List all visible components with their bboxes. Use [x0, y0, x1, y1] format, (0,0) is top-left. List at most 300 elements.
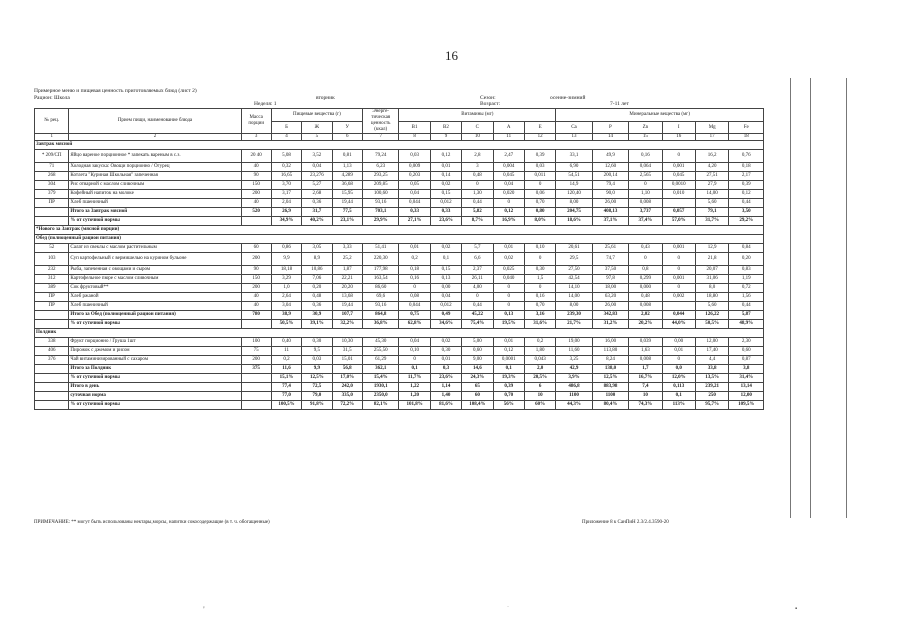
- table-cell: 48,9%: [729, 320, 764, 329]
- table-cell: 8,0%: [524, 217, 555, 226]
- table-cell: 60: [241, 244, 271, 253]
- table-cell: [241, 383, 271, 392]
- table-cell: 883,98: [592, 383, 628, 392]
- margin-line: [790, 78, 791, 518]
- table-cell: 0: [462, 181, 493, 190]
- table-cell: 0,49: [430, 311, 461, 320]
- table-cell: 21,7%: [556, 320, 592, 329]
- table-cell: 0,70: [524, 302, 555, 311]
- table-cell: 0,01: [493, 338, 524, 347]
- meal-section-row: [35, 329, 764, 338]
- table-cell: 12,00: [729, 392, 764, 401]
- table-cell: 0,04: [302, 163, 332, 172]
- table-cell: 14,9: [556, 181, 592, 190]
- table-cell: 268: [35, 172, 69, 181]
- table-cell: 14,10: [556, 284, 592, 293]
- table-cell: 5,7: [462, 244, 493, 253]
- table-cell: 29,5: [556, 253, 592, 266]
- table-cell: 0,87: [729, 356, 764, 365]
- table-cell: 26,00: [592, 302, 628, 311]
- table-row: [35, 302, 764, 311]
- table-cell: 780: [241, 311, 271, 320]
- col-dish: Прием пищи, наименование блюда: [69, 109, 241, 134]
- table-cell: 2,30: [729, 338, 764, 347]
- col-rec-no: № рец.: [35, 109, 69, 134]
- table-cell: 1,0: [271, 284, 301, 293]
- col-number: 14: [592, 134, 628, 141]
- table-cell: 0,004: [493, 163, 524, 172]
- table-cell: 0,04: [493, 181, 524, 190]
- table-cell: 0: [662, 253, 695, 266]
- scan-mark: ▪: [795, 606, 798, 612]
- table-cell: 2,0: [524, 365, 555, 374]
- table-cell: ПР: [35, 302, 69, 311]
- table-cell: 0,04: [399, 190, 430, 199]
- table-cell: 44,3%: [556, 401, 592, 410]
- meal-section-title: Полдник: [35, 329, 764, 338]
- table-cell: [241, 320, 271, 329]
- table-cell: 204,75: [556, 208, 592, 217]
- table-cell: 0,01: [493, 244, 524, 253]
- table-cell: 31,7: [302, 208, 332, 217]
- table-cell: 10,86: [302, 266, 332, 275]
- table-cell: 120,40: [556, 190, 592, 199]
- table-cell: 0,60: [462, 347, 493, 356]
- col-number: 17: [695, 134, 728, 141]
- table-cell: 0,2: [271, 356, 301, 365]
- table-cell: 100,60: [362, 190, 398, 199]
- total-row: [35, 320, 764, 329]
- table-cell: 0,045: [493, 172, 524, 181]
- table-cell: 0,01: [430, 163, 461, 172]
- col-sub-header: Е: [524, 122, 555, 134]
- table-cell: 0,39: [493, 383, 524, 392]
- table-cell: 0,75: [399, 311, 430, 320]
- table-cell: 100: [241, 338, 271, 347]
- table-cell: 0,039: [629, 338, 662, 347]
- table-cell: 1,63: [629, 347, 662, 356]
- table-cell: 2,8: [462, 150, 493, 163]
- footnote: ПРИМЕЧАНИЕ: ** могут быть использованы нектары,морсы, напитки сокосодержащие (в т. ч. обогащенные): [34, 520, 270, 525]
- table-cell: 0,44: [729, 302, 764, 311]
- table-cell: 40: [241, 302, 271, 311]
- table-cell: 40: [241, 163, 271, 172]
- table-cell: 1930,1: [362, 383, 398, 392]
- table-cell: 0,32: [271, 163, 301, 172]
- table-cell: 1,30: [462, 190, 493, 199]
- table-cell: 138,0: [592, 365, 628, 374]
- table-cell: [35, 374, 69, 383]
- table-cell: 63,20: [592, 293, 628, 302]
- col-minerals-group: Минеральные вещества (мг): [556, 109, 764, 122]
- table-cell: 0,36: [302, 302, 332, 311]
- table-cell: 0,12: [493, 208, 524, 217]
- table-cell: 0,15: [430, 266, 461, 275]
- table-cell: 0,30: [302, 338, 332, 347]
- table-cell: 5,60: [695, 199, 728, 208]
- table-cell: [35, 311, 69, 320]
- table-cell: 0,299: [629, 275, 662, 284]
- table-cell: 1,19: [729, 275, 764, 284]
- table-cell: 37,1%: [592, 217, 628, 226]
- table-cell: 342,83: [592, 311, 628, 320]
- table-cell: 0: [629, 253, 662, 266]
- table-cell: 4,20: [695, 163, 728, 172]
- meal-section-title: *Нового за Завтрак (мясной порции): [35, 226, 764, 235]
- table-cell: 30,9: [302, 311, 332, 320]
- dish-name-cell: суточная норма: [69, 392, 241, 401]
- table-cell: 2,47: [493, 150, 524, 163]
- table-cell: 1100: [556, 392, 592, 401]
- table-cell: 150: [241, 181, 271, 190]
- table-cell: 3: [462, 163, 493, 172]
- table-cell: 3,25: [556, 356, 592, 365]
- table-cell: 10: [629, 392, 662, 401]
- table-cell: 37,4%: [629, 217, 662, 226]
- table-cell: 0,18: [729, 163, 764, 172]
- table-cell: 0,10: [524, 244, 555, 253]
- table-cell: 0,33: [399, 208, 430, 217]
- table-cell: 6,6: [462, 253, 493, 266]
- meal-section-row: [35, 226, 764, 235]
- table-cell: 90: [241, 266, 271, 275]
- table-cell: 72,5: [302, 383, 332, 392]
- table-cell: 11,60: [556, 347, 592, 356]
- table-row: [35, 347, 764, 356]
- table-cell: 486,8: [556, 383, 592, 392]
- table-cell: [241, 392, 271, 401]
- table-cell: 864,8: [362, 311, 398, 320]
- table-cell: 23,276: [302, 172, 332, 181]
- table-cell: 0,025: [493, 266, 524, 275]
- table-cell: 20,5%: [524, 374, 555, 383]
- table-cell: 375: [241, 365, 271, 374]
- table-cell: [662, 199, 695, 208]
- table-cell: 1,20: [399, 392, 430, 401]
- table-row: [35, 172, 764, 181]
- table-cell: 40,2%: [302, 217, 332, 226]
- table-cell: 0,113: [662, 383, 695, 392]
- meal-section-title: Завтрак мясной: [35, 141, 764, 150]
- total-row: [35, 365, 764, 374]
- table-cell: 62,8%: [399, 320, 430, 329]
- table-cell: 23,1%: [332, 217, 362, 226]
- table-cell: 7,4: [629, 383, 662, 392]
- table-cell: [241, 374, 271, 383]
- table-cell: 5,60: [695, 302, 728, 311]
- table-cell: 3,70: [271, 181, 301, 190]
- table-cell: 0,03: [399, 150, 430, 163]
- table-cell: 34,9%: [271, 217, 301, 226]
- table-cell: 520: [241, 208, 271, 217]
- table-cell: 22,21: [332, 275, 362, 284]
- col-sub-header: Ca: [556, 122, 592, 134]
- table-cell: 0,80: [524, 208, 555, 217]
- week-label: Неделя: 1: [254, 101, 277, 107]
- table-cell: 0,08: [399, 293, 430, 302]
- table-cell: 0,001: [662, 244, 695, 253]
- table-cell: 29,2%: [729, 217, 764, 226]
- dish-name-cell: Итого за Завтрак мясной: [69, 208, 241, 217]
- total-row: [35, 217, 764, 226]
- table-cell: 0,0001: [493, 356, 524, 365]
- table-cell: 0,02: [493, 253, 524, 266]
- table-cell: 0,44: [462, 302, 493, 311]
- table-cell: 69,6: [362, 293, 398, 302]
- table-cell: 376: [35, 356, 69, 365]
- table-cell: 19,00: [556, 338, 592, 347]
- table-row: [35, 275, 764, 284]
- table-row: [35, 181, 764, 190]
- table-cell: 0,33: [430, 208, 461, 217]
- table-cell: 0,1: [399, 365, 430, 374]
- table-cell: 31,06: [695, 275, 728, 284]
- table-cell: 200: [241, 190, 271, 199]
- col-number: 12: [524, 134, 555, 141]
- table-cell: 220,30: [362, 253, 398, 266]
- table-cell: 109,5%: [729, 401, 764, 410]
- table-cell: ПР: [35, 199, 69, 208]
- total-row: [35, 311, 764, 320]
- table-cell: 0,0: [662, 365, 695, 374]
- table-cell: 8,7%: [462, 217, 493, 226]
- menu-table-wrapper: [34, 108, 764, 410]
- table-cell: 31,7%: [695, 217, 728, 226]
- table-cell: 3,737: [629, 208, 662, 217]
- col-sub-header: В1: [399, 122, 430, 134]
- col-number: 2: [69, 134, 241, 141]
- table-cell: 703,1: [362, 208, 398, 217]
- table-cell: 0,000: [629, 284, 662, 293]
- table-cell: 0,20: [302, 284, 332, 293]
- table-cell: 0,044: [399, 199, 430, 208]
- table-cell: 20 40: [241, 150, 271, 163]
- table-cell: 11,6: [271, 365, 301, 374]
- table-cell: 86,60: [362, 284, 398, 293]
- table-cell: 0: [524, 181, 555, 190]
- table-cell: 1,13: [332, 163, 362, 172]
- table-cell: 3,50: [729, 208, 764, 217]
- table-row: [35, 338, 764, 347]
- table-cell: 209,85: [362, 181, 398, 190]
- table-cell: 406: [35, 347, 69, 356]
- table-cell: 1,87: [332, 266, 362, 275]
- dish-name-cell: Хлеб пшеничный: [69, 199, 241, 208]
- table-cell: 6: [524, 383, 555, 392]
- table-cell: 80,4%: [592, 401, 628, 410]
- table-cell: 255,50: [362, 347, 398, 356]
- table-cell: 27,51: [695, 172, 728, 181]
- table-cell: 20,2%: [629, 320, 662, 329]
- table-cell: 0,14: [430, 172, 461, 181]
- table-cell: 5,87: [729, 311, 764, 320]
- table-cell: 75: [241, 347, 271, 356]
- table-cell: 0,72: [729, 284, 764, 293]
- table-cell: 0,0010: [662, 181, 695, 190]
- table-cell: 13,14: [729, 383, 764, 392]
- table-cell: 0,010: [662, 190, 695, 199]
- table-cell: 8,0: [695, 284, 728, 293]
- table-cell: [35, 401, 69, 410]
- table-cell: 293,25: [362, 172, 398, 181]
- table-cell: 0,12: [729, 190, 764, 199]
- table-row: [35, 253, 764, 266]
- table-cell: 0,3: [430, 365, 461, 374]
- table-cell: 10: [524, 392, 555, 401]
- meal-section-row: [35, 141, 764, 150]
- table-cell: 304: [35, 181, 69, 190]
- table-cell: 0: [662, 266, 695, 275]
- table-cell: 2,17: [729, 172, 764, 181]
- table-cell: 0,18: [399, 266, 430, 275]
- table-cell: 107,7: [332, 311, 362, 320]
- col-energy: Энерге-тическая ценность (ккал): [362, 109, 398, 134]
- table-cell: 0,009: [399, 163, 430, 172]
- table-cell: 0,040: [493, 275, 524, 284]
- table-cell: 9,5: [302, 347, 332, 356]
- meal-section-row: [35, 235, 764, 244]
- margin-line: [810, 78, 811, 518]
- day-label: вторник: [316, 95, 335, 101]
- col-number: 11: [493, 134, 524, 141]
- col-sub-header: У: [332, 122, 362, 134]
- table-cell: 242,0: [332, 383, 362, 392]
- season-value: осенне-зимний: [550, 95, 586, 101]
- table-cell: 14,00: [556, 293, 592, 302]
- col-sub-header: С: [462, 122, 493, 134]
- col-sub-header: А: [493, 122, 524, 134]
- table-cell: 9,9: [302, 365, 332, 374]
- table-cell: 0,03: [302, 356, 332, 365]
- table-cell: 31,6%: [524, 320, 555, 329]
- col-number: 15: [629, 134, 662, 141]
- table-cell: 26,00: [592, 199, 628, 208]
- table-cell: 108,4%: [462, 401, 493, 410]
- table-cell: 250: [695, 392, 728, 401]
- table-cell: 3,05: [302, 244, 332, 253]
- table-cell: 40: [241, 293, 271, 302]
- scan-mark: ˙: [507, 606, 509, 612]
- table-cell: 60%: [524, 401, 555, 410]
- table-cell: 113%: [662, 401, 695, 410]
- table-cell: 0: [493, 199, 524, 208]
- table-cell: 1,5: [524, 275, 555, 284]
- table-cell: 0,39: [729, 181, 764, 190]
- table-cell: 0,12: [493, 347, 524, 356]
- table-cell: 0,044: [399, 302, 430, 311]
- table-cell: 12,9: [695, 244, 728, 253]
- table-row: [35, 266, 764, 275]
- table-cell: 0: [629, 181, 662, 190]
- table-cell: 26,11: [462, 275, 493, 284]
- dish-name-cell: Пирожок с джемом и рисом: [69, 347, 241, 356]
- table-cell: 338: [35, 338, 69, 347]
- table-cell: 0,36: [302, 199, 332, 208]
- table-cell: 0: [662, 150, 695, 163]
- table-cell: 61,29: [362, 356, 398, 365]
- table-cell: 0,02: [430, 244, 461, 253]
- table-cell: 38,9: [271, 311, 301, 320]
- table-cell: 44,0%: [662, 320, 695, 329]
- table-cell: 12,0%: [662, 374, 695, 383]
- table-cell: 16,2: [695, 150, 728, 163]
- establishment: Рацион: Школа: [34, 95, 70, 101]
- table-cell: 239,30: [556, 311, 592, 320]
- table-cell: 0,13: [493, 311, 524, 320]
- table-cell: 150: [241, 275, 271, 284]
- table-cell: 24,3%: [462, 374, 493, 383]
- table-cell: 36,8%: [362, 320, 398, 329]
- table-cell: 5,27: [302, 181, 332, 190]
- table-cell: 6,23: [362, 163, 398, 172]
- table-cell: 0,001: [662, 275, 695, 284]
- col-sub-header: Б: [271, 122, 301, 134]
- col-sub-header: I: [662, 122, 695, 134]
- col-number: 5: [302, 134, 332, 141]
- table-cell: 0,1: [662, 392, 695, 401]
- col-number: 16: [662, 134, 695, 141]
- table-cell: 0: [493, 293, 524, 302]
- table-cell: 3,16: [524, 311, 555, 320]
- table-cell: [35, 208, 69, 217]
- table-cell: 8,9: [302, 253, 332, 266]
- col-number: 13: [556, 134, 592, 141]
- table-cell: 0,81: [332, 150, 362, 163]
- total-row: [35, 374, 764, 383]
- age-label: Возраст:: [480, 101, 501, 107]
- table-cell: 1,7: [629, 365, 662, 374]
- season-label: Сезон:: [480, 95, 496, 101]
- table-cell: 56%: [493, 401, 524, 410]
- table-cell: [35, 392, 69, 401]
- table-cell: 2,02: [629, 311, 662, 320]
- col-sub-header: Ж: [302, 122, 332, 134]
- table-cell: 13,68: [332, 293, 362, 302]
- table-cell: 31,5: [332, 347, 362, 356]
- table-cell: 0,043: [524, 356, 555, 365]
- age-value: 7-11 лет: [610, 101, 629, 107]
- table-cell: 60: [462, 392, 493, 401]
- table-cell: 100,5%: [271, 401, 301, 410]
- table-cell: 97,8: [592, 275, 628, 284]
- menu-table: [34, 108, 764, 410]
- table-cell: 49,9: [592, 150, 628, 163]
- table-cell: 1,22: [399, 383, 430, 392]
- col-sub-header: Mg: [695, 122, 728, 134]
- table-cell: 77,0: [271, 392, 301, 401]
- col-number: 9: [430, 134, 461, 141]
- table-cell: 20,20: [332, 284, 362, 293]
- table-cell: 0,008: [629, 356, 662, 365]
- table-cell: 2350,0: [362, 392, 398, 401]
- table-cell: 0,2: [399, 253, 430, 266]
- table-cell: 0,43: [629, 244, 662, 253]
- table-cell: 0,83: [729, 266, 764, 275]
- table-cell: 5,08: [271, 150, 301, 163]
- table-cell: 17,0%: [332, 374, 362, 383]
- total-row: [35, 383, 764, 392]
- table-cell: 79,4: [592, 181, 628, 190]
- table-cell: 9,00: [462, 356, 493, 365]
- dish-name-cell: Яйцо вареное порционное * запекать вареным в с.з.: [69, 150, 241, 163]
- table-cell: 45,30: [362, 338, 398, 347]
- table-cell: 13,5%: [695, 374, 728, 383]
- table-cell: 25,2: [332, 253, 362, 266]
- col-sub-header: Fe: [729, 122, 764, 134]
- margin-line: [846, 78, 847, 518]
- table-cell: 33,8: [695, 365, 728, 374]
- table-cell: 101,8%: [399, 401, 430, 410]
